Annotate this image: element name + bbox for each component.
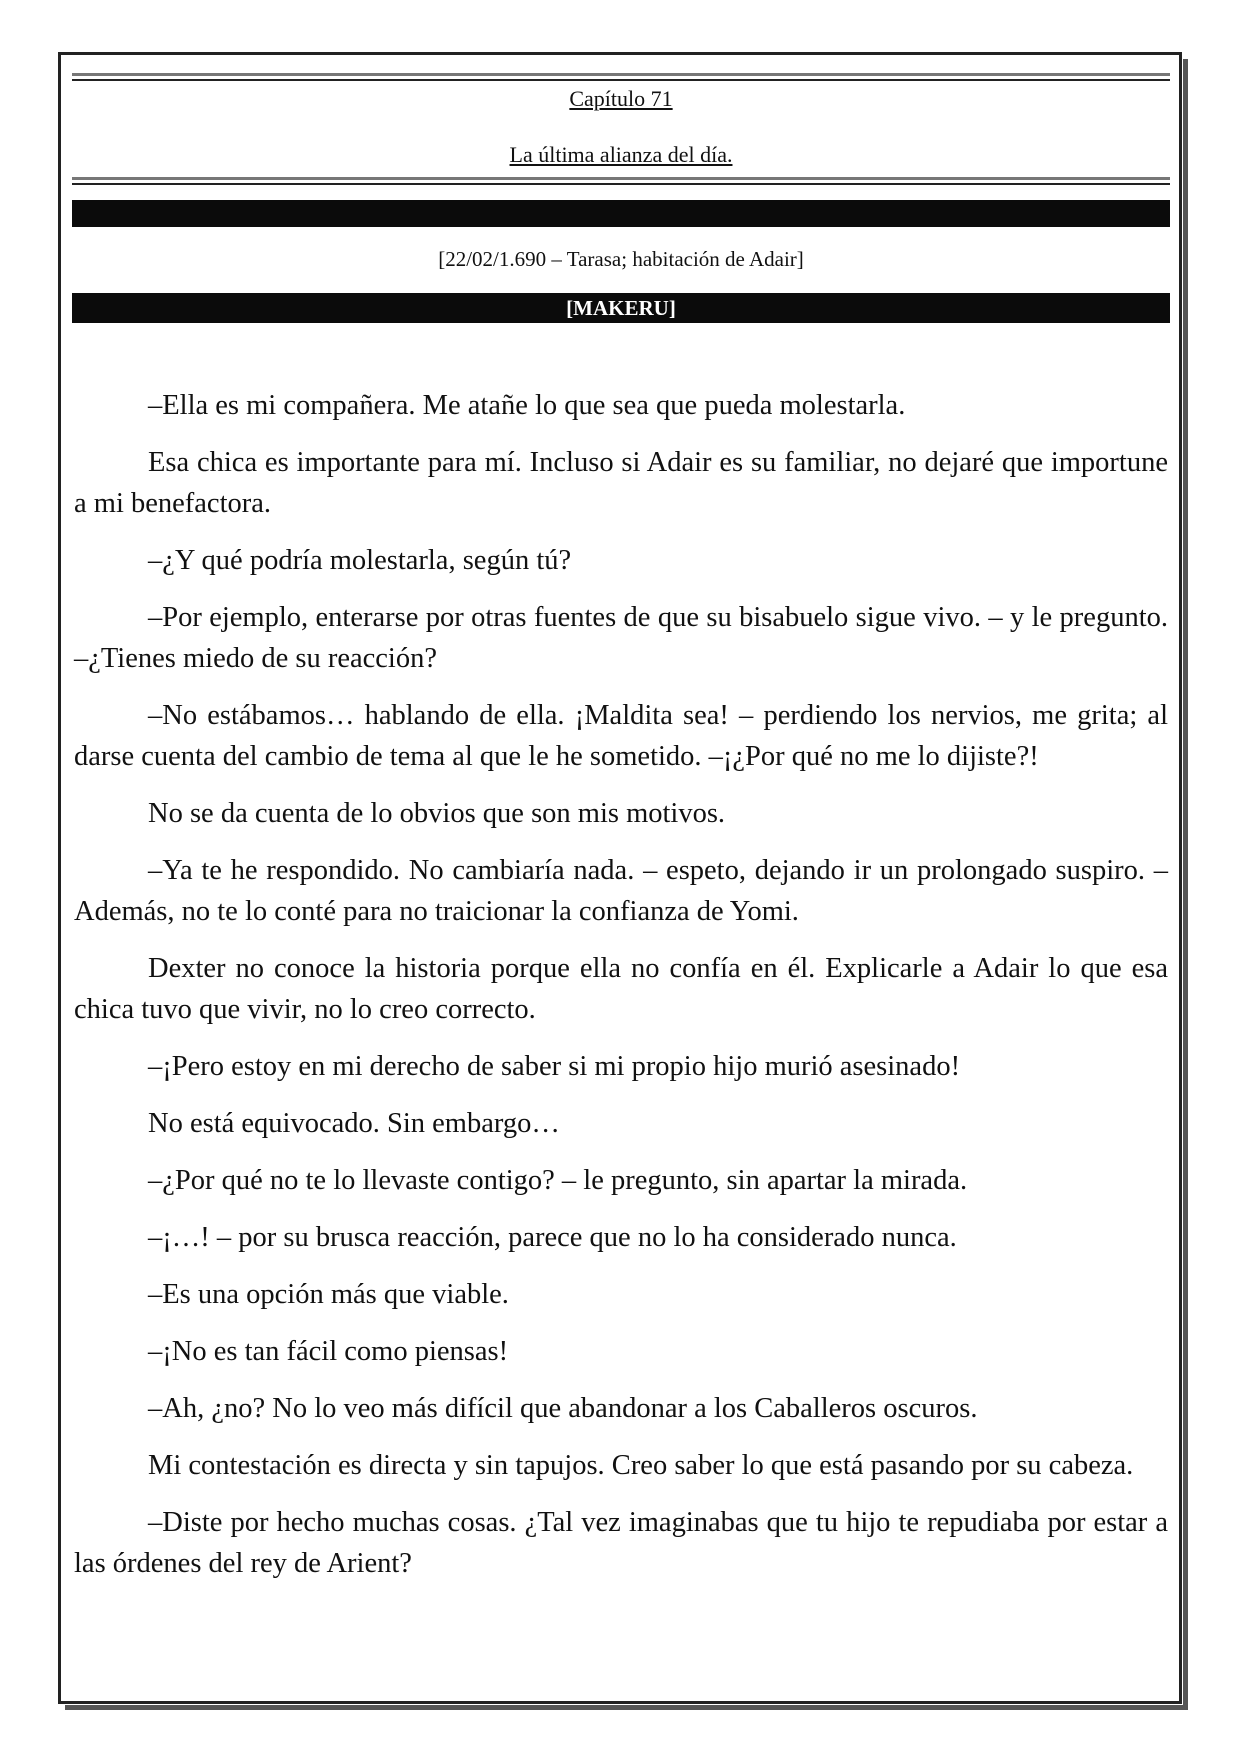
bottom-double-rule: [72, 177, 1170, 180]
paragraph: –Ah, ¿no? No lo veo más difícil que abandonar a los Caballeros oscuros.: [148, 1393, 978, 1424]
pov-banner: [MAKERU]: [72, 293, 1170, 323]
paragraph: –¿Y qué podría molestarla, según tú?: [148, 545, 572, 576]
paragraph: –No estábamos… hablando de ella. ¡Maldita sea! – perdiendo los nervios, me grita; al darse cuenta del cambio de tema al que le he sometido. –¡¿Por qué no me lo dijiste?!: [74, 700, 1168, 772]
paragraph: Dexter no conoce la historia porque ella no confía en él. Explicarle a Adair lo que esa chica tuvo que vivir, no lo creo correcto.: [74, 953, 1168, 1025]
chapter-number: Capítulo 71: [569, 86, 673, 111]
paragraph: –¡Pero estoy en mi derecho de saber si mi propio hijo murió asesinado!: [148, 1051, 961, 1082]
scene-location-date: [22/02/1.690 – Tarasa; habitación de Adair]: [438, 247, 804, 271]
black-divider-bar: [72, 200, 1170, 227]
paragraph: No está equivocado. Sin embargo…: [148, 1108, 560, 1139]
paragraph: –¡…! – por su brusca reacción, parece que no lo ha considerado nunca.: [148, 1222, 957, 1253]
paragraph: –Diste por hecho muchas cosas. ¿Tal vez imaginabas que tu hijo te repudiaba por estar a las órdenes del rey de Arient?: [74, 1507, 1168, 1579]
paragraph: –Por ejemplo, enterarse por otras fuentes de que su bisabuelo sigue vivo. – y le pregunto. –¿Tienes miedo de su reacción?: [74, 602, 1168, 674]
paragraph: –Ya te he respondido. No cambiaría nada. – espeto, dejando ir un prolongado suspiro. –Además, no te lo conté para no traicionar la confianza de Yomi.: [74, 855, 1168, 927]
paragraph: –¿Por qué no te lo llevaste contigo? – le pregunto, sin apartar la mirada.: [148, 1165, 968, 1196]
paragraph: –Es una opción más que viable.: [148, 1279, 509, 1310]
story-body: [74, 385, 1168, 1600]
top-double-rule: [72, 73, 1170, 76]
paragraph: Mi contestación es directa y sin tapujos. Creo saber lo que está pasando por su cabeza.: [148, 1450, 1134, 1481]
paragraph: –¡No es tan fácil como piensas!: [148, 1336, 509, 1367]
paragraph: No se da cuenta de lo obvios que son mis motivos.: [148, 798, 726, 829]
paragraph: –Ella es mi compañera. Me atañe lo que sea que pueda molestarla.: [148, 390, 906, 421]
paragraph: Esa chica es importante para mí. Incluso si Adair es su familiar, no dejaré que importune a mi benefactora.: [74, 447, 1168, 519]
chapter-title: La última alianza del día.: [509, 142, 733, 167]
